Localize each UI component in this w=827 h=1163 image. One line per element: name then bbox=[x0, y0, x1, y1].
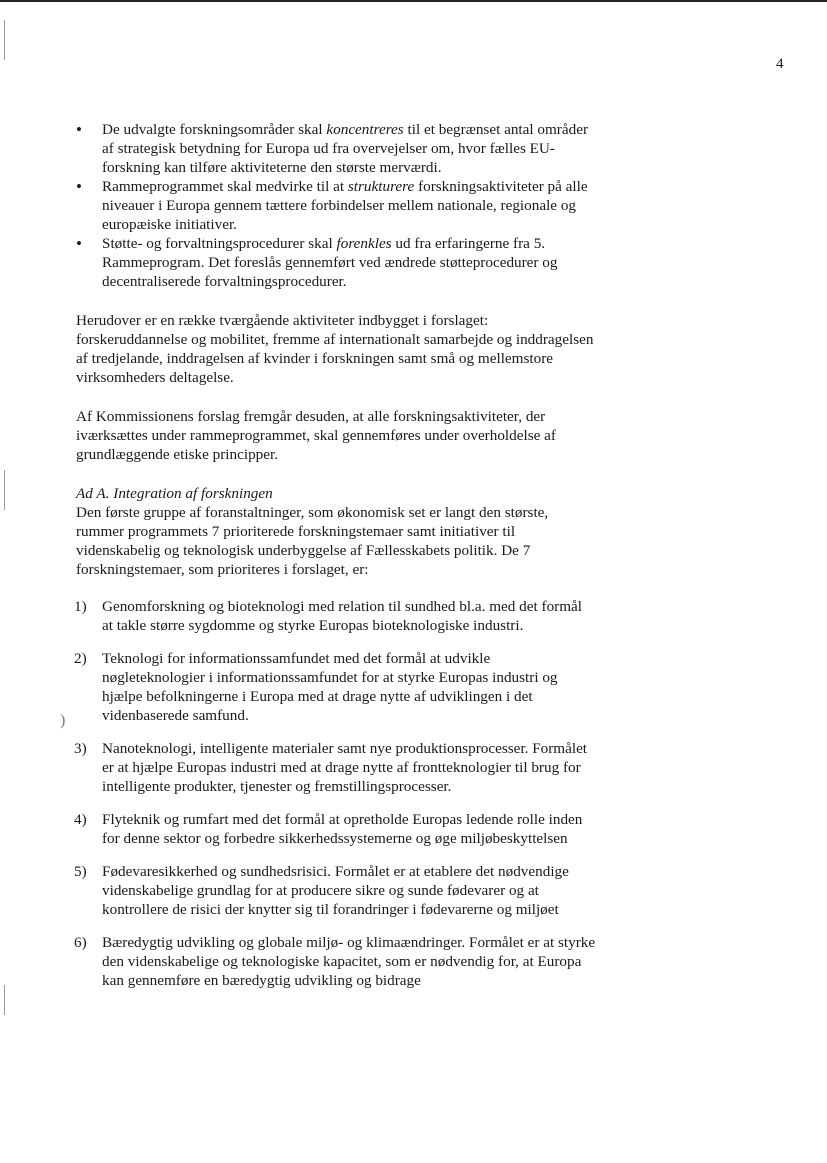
section-intro: Den første gruppe af foranstaltninger, som økonomisk set er langt den største, rummer programmets 7 prioriterede forskningstemaer samt initiativer til videnskabelig og teknologisk underbyggelse af Fællesskabets politik. De 7 forskningstemaer, som prioriteres i forslaget, er: bbox=[76, 504, 549, 578]
scan-margin-mark: ) bbox=[60, 712, 66, 729]
paragraph-crosscutting: Herudover er en række tværgående aktiviteter indbygget i forslaget: forskeruddannelse og mobilitet, fremme af internationalt samarbejde og inddragelsen af tredjelande, inddragelsen af kvinder i forskningen samt små og mellemstore virksomheders deltagelse. bbox=[76, 312, 594, 386]
section-heading: Ad A. Integration af forskningen bbox=[76, 485, 273, 502]
list-item: 4) Flyteknik og rumfart med det formål at opretholde Europas ledende rolle inden for denne sektor og forbedre sikkerhedssystemerne og øge miljøbeskyttelsen bbox=[74, 811, 583, 847]
emphasis: strukturere bbox=[347, 178, 415, 195]
scan-margin-artifact bbox=[4, 470, 5, 510]
objectives-list bbox=[76, 120, 596, 291]
scan-margin-artifact bbox=[4, 985, 5, 1015]
emphasis: koncentreres bbox=[326, 121, 404, 138]
page-number: 4 bbox=[776, 56, 784, 72]
research-themes-list bbox=[76, 597, 596, 990]
list-item: 5) Fødevaresikkerhed og sundhedsrisici. Formålet er at etablere det nødvendige videnskabelige grundlag for at producere sikre og sunde fødevarer og at kontrollere de risici der knytter sig til forandringer i fødevarerne og miljøet bbox=[74, 863, 569, 918]
list-item: 6) Bæredygtig udvikling og globale miljø- og klimaændringer. Formålet er at styrke den videnskabelige og teknologiske kapacitet, som er nødvendig for, at Europa kan gennemføre en bæredygtig udvikling og bidrage bbox=[74, 934, 596, 989]
page-body bbox=[76, 120, 596, 1004]
scan-top-border bbox=[0, 0, 827, 2]
list-item: 2) Teknologi for informationssamfundet med det formål at udvikle nøgleteknologier i informationssamfundet for at styrke Europas industri og hjælpe befolkningerne i Europa med at drage nytte af udviklingen i det videnbaserede samfund. bbox=[74, 650, 558, 724]
emphasis: forenkles bbox=[336, 235, 392, 252]
list-item: • Rammeprogrammet skal medvirke til at strukturere forskningsaktiviteter på alle niveauer i Europa gennem tættere forbindelser mellem nationale, regionale og europæiske initiativer. bbox=[76, 177, 596, 234]
list-item: 1) Genomforskning og bioteknologi med relation til sundhed bl.a. med det formål at takle større sygdomme og styrke Europas bioteknologiske industri. bbox=[74, 598, 583, 634]
paragraph-ethics: Af Kommissionens forslag fremgår desuden, at alle forskningsaktiviteter, der iværksættes under rammeprogrammet, skal gennemføres under overholdelse af grundlæggende etiske principper. bbox=[76, 408, 556, 463]
list-item: 3) Nanoteknologi, intelligente materialer samt nye produktionsprocesser. Formålet er at hjælpe Europas industri med at drage nytte af frontteknologier til brug for intelligente produkter, tjenester og fremstillingsprocesser. bbox=[74, 740, 588, 795]
scan-margin-artifact bbox=[4, 20, 5, 60]
list-item: • De udvalgte forskningsområder skal koncentreres til et begrænset antal områder af strategisk betydning for Europa ud fra overvejelser om, hvor fælles EU-forskning kan tilføre aktiviteterne den største merværdi. bbox=[76, 120, 596, 177]
list-item: • Støtte- og forvaltningsprocedurer skal forenkles ud fra erfaringerne fra 5. Rammeprogram. Det foreslås gennemført ved ændrede støtteprocedurer og decentraliserede forvaltningsprocedurer. bbox=[76, 234, 596, 291]
